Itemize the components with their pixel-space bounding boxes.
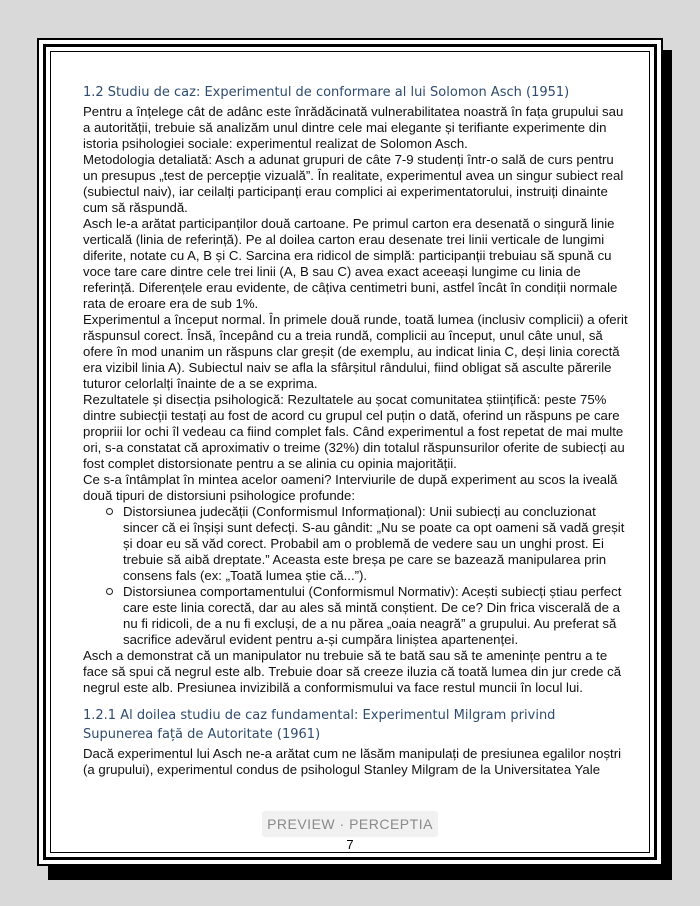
paragraph: Rezultatele și disecția psihologică: Rezultatele au șocat comunitatea științifică: peste 75% dintre subiecții testați au fost de acord cu grupul cel puțin o dată, oferind un răspuns pe care propriii lor ochi îl vedeau ca fiind complet fals. Când experimentul a fost repetat de mai multe ori, s-a constatat că aproximativ o treime (32%) din totalul răspunsurilor oferite de subiecți au fost complet distorsionate pentru a se alinia cu opinia majorității.	[83, 392, 625, 471]
paragraph: Ce s-a întâmplat în mintea acelor oameni? Interviurile de după experiment au scos la iveală două tipuri de distorsiuni psihologice profunde:	[83, 472, 618, 503]
section-heading: 1.2 Studiu de caz: Experimentul de conformare al lui Solomon Asch (1951)	[83, 85, 570, 100]
paragraph: Dacă experimentul lui Asch ne-a arătat cum ne lăsăm manipulați de presiunea egalilor noștri (a grupului), experimentul condus de psihologul Stanley Milgram de la Universitatea Yale	[83, 746, 622, 777]
preview-watermark: PREVIEW · PERCEPTIA	[262, 811, 438, 837]
bullet-text: Distorsiunea comportamentului (Conformismul Normativ): Acești subiecți știau perfect care este linia corectă, dar au ales să mintă conștient. De ce? Din frica viscerală de a nu fi ridicoli, de a nu fi excluși, de a nu părea „oaia neagră” a grupului. Au preferat să sacrifice adevărul evident pentru a-și cumpăra liniștea apartenenței.	[123, 584, 622, 647]
page-number: 7	[346, 837, 354, 852]
page-content	[83, 84, 628, 778]
paragraph: Experimentul a început normal. În primele două runde, toată lumea (inclusiv complicii) a oferit răspunsul corect. Însă, începând cu a treia rundă, complicii au început, unul câte unul, să ofere în mod unanim un răspuns clar greșit (de exemplu, au indicat linia C, deși linia corectă era vizibil linia A). Subiectul naiv se afla la sfârșitul rândului, fiind obligat să asculte părerile tuturor celorlalți înainte de a se exprima.	[83, 312, 628, 391]
bullet-text: Distorsiunea judecății (Conformismul Informațional): Unii subiecți au concluzionat sincer că ei înșiși sunt defecți. S-au gândit: „Nu se poate ca opt oameni să vadă greșit și doar eu să văd corect. Probabil am o problemă de vedere sau un unghi prost. Ei trebuie să aibă dreptate.” Aceasta este breșa pe care se bazează manipularea prin consens fals (ex: „Toată lumea știe că...”).	[123, 504, 625, 583]
bullet-item	[123, 504, 628, 584]
bullet-item	[123, 584, 628, 648]
circle-bullet-icon	[106, 588, 113, 595]
circle-bullet-icon	[106, 508, 113, 515]
paragraph: Asch le-a arătat participanților două cartoane. Pe primul carton era desenată o singură linie verticală (linia de referință). Pe al doilea carton erau desenate trei linii verticale de lungimi diferite, notate cu A, B și C. Sarcina era ridicol de simplă: participanții trebuiau să spună cu voce tare care dintre cele trei linii (A, B sau C) avea exact aceeași lungime cu linia de referință. Diferențele erau evidente, de câțiva centimetri buni, astfel încât în condiții normale rata de eroare era de sub 1%.	[83, 216, 618, 311]
paragraph: Pentru a înțelege cât de adânc este înrădăcinată vulnerabilitatea noastră în fața grupului sau a autorității, trebuie să analizăm unul dintre cele mai elegante și terifiante experimente din istoria psihologiei sociale: experimentul realizat de Solomon Asch.	[83, 104, 624, 151]
document-page	[37, 38, 663, 866]
bullet-list	[83, 504, 628, 648]
paragraph: Metodologia detaliată: Asch a adunat grupuri de câte 7-9 studenți într-o sală de curs pentru un presupus „test de percepție vizuală”. În realitate, experimentul avea un singur subiect real (subiectul naiv), iar ceilalți participanți erau complici ai experimentatorului, instruiți dinainte cum să răspundă.	[83, 152, 624, 215]
subsection-heading: 1.2.1 Al doilea studiu de caz fundamental: Experimentul Milgram privind Supunerea față de Autoritate (1961)	[83, 708, 556, 742]
paragraph: Asch a demonstrat că un manipulator nu trebuie să te bată sau să te amenințe pentru a te face să spui că negrul este alb. Trebuie doar să creeze iluzia că toată lumea din jur crede că negrul este alb. Presiunea invizibilă a conformismului va face restul muncii în locul lui.	[83, 648, 622, 695]
